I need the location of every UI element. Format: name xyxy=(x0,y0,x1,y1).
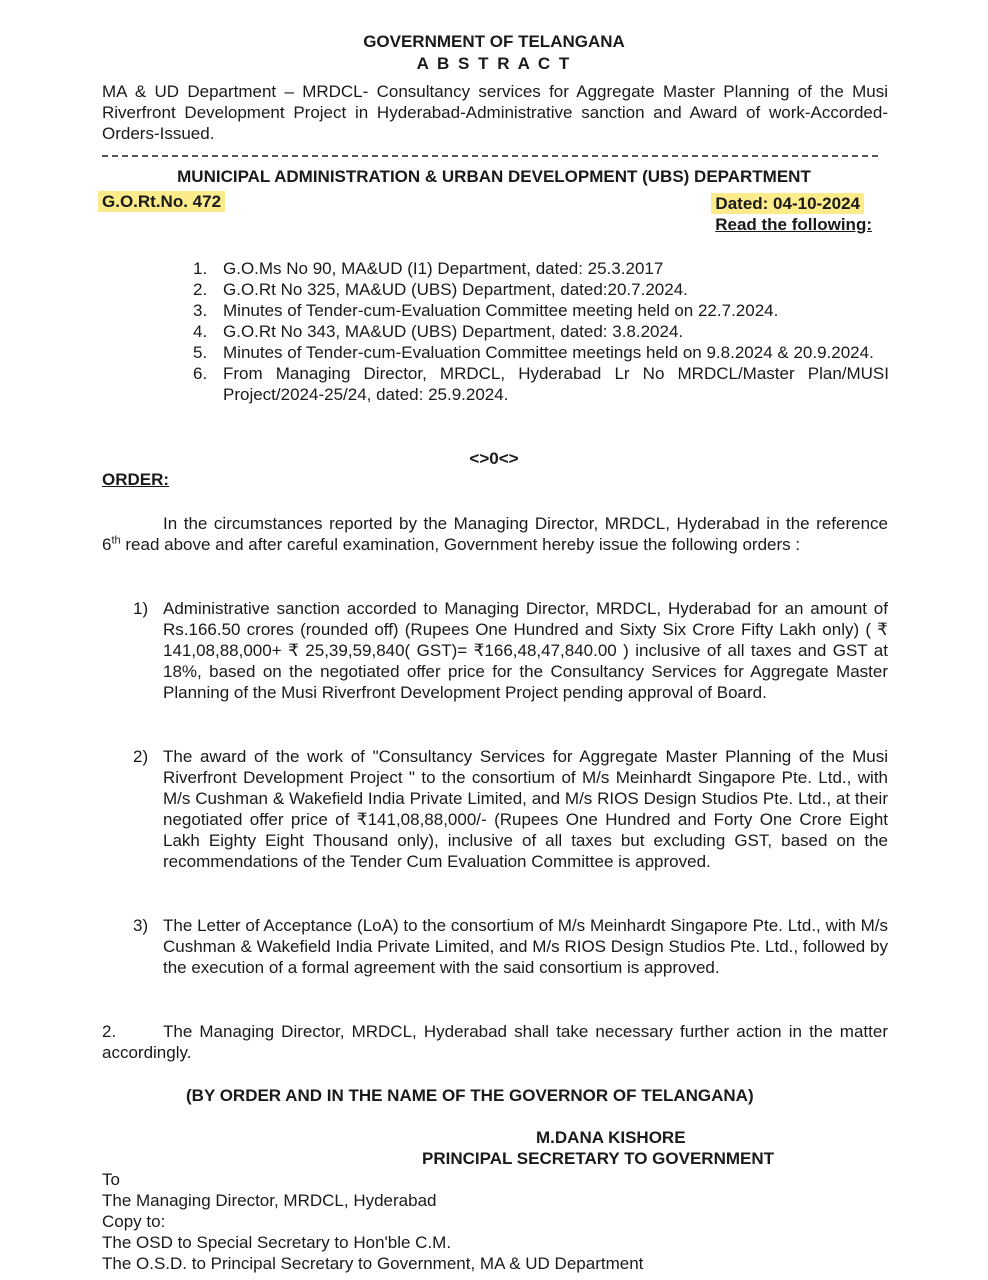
reference-item: 5. Minutes of Tender-cum-Evaluation Committee meetings held on 9.8.2024 & 20.9.2024. xyxy=(193,343,874,362)
copy-label: Copy to: xyxy=(102,1212,166,1231)
order-intro: In the circumstances reported by the Managing Director, MRDCL, Hyderabad in the reference 6th read above and after careful examination, Government hereby issue the following orders : xyxy=(102,514,888,554)
separator-mark: <>0<> xyxy=(469,449,519,468)
go-number xyxy=(98,191,225,212)
reference-item: 6. From Managing Director, MRDCL, Hyderabad Lr No MRDCL/Master Plan/MUSI Project/2024-25/24, dated: 25.9.2024. xyxy=(193,364,889,404)
to-label: To xyxy=(102,1170,120,1189)
paragraph-2: 2. The Managing Director, MRDCL, Hyderabad shall take necessary further action in the matter accordingly. xyxy=(102,1022,888,1062)
copy-recipient: The OSD to Special Secretary to Hon'ble C.M. xyxy=(102,1233,452,1252)
order-date-text: Dated: 04-10-2024 xyxy=(711,193,864,214)
department-heading: MUNICIPAL ADMINISTRATION & URBAN DEVELOPMENT (UBS) DEPARTMENT xyxy=(177,167,811,186)
reference-item: 3. Minutes of Tender-cum-Evaluation Committee meeting held on 22.7.2024. xyxy=(193,301,779,320)
abstract-heading: A B S T R A C T xyxy=(416,54,572,73)
go-number-text: G.O.Rt.No. 472 xyxy=(98,191,225,212)
government-heading: GOVERNMENT OF TELANGANA xyxy=(363,32,625,51)
reference-item: 1. G.O.Ms No 90, MA&UD (I1) Department, dated: 25.3.2017 xyxy=(193,259,664,278)
by-order-line: (BY ORDER AND IN THE NAME OF THE GOVERNOR OF TELANGANA) xyxy=(186,1086,754,1105)
references-list xyxy=(193,258,889,405)
signatory-name: M.DANA KISHORE xyxy=(536,1128,686,1147)
order-item-2: 2) The award of the work of "Consultancy Services for Aggregate Master Planning of the Musi Riverfront Development Project " to the consortium of M/s Meinhardt Singapore Pte. Ltd., with M/s Cushman & Wakefield India Private Limited, and M/s RIOS Design Studios Pte. Ltd., at their negotiated offer price of ₹141,08,88,000/- (Rupees One Hundred and Forty One Crore Eight Lakh Eighty Eight Thousand only), inclusive of all taxes but excluding GST, based on the recommendations of the Tender Cum Evaluation Committee is approved. xyxy=(133,747,888,871)
order-item-1: 1) Administrative sanction accorded to Managing Director, MRDCL, Hyderabad for an amount of Rs.166.50 crores (rounded off) (Rupees One Hundred and Sixty Six Crore Fifty Lakh only) ( ₹ 141,08,88,000+ ₹ 25,39,59,840( GST)= ₹166,48,47,840.00 ) inclusive of all taxes and GST at 18%, based on the negotiated offer price for the Consultancy Services for Aggregate Master Planning of the Musi Riverfront Development Project pending approval of Board. xyxy=(133,599,888,702)
order-item-3: 3) The Letter of Acceptance (LoA) to the consortium of M/s Meinhardt Singapore Pte. Ltd., with M/s Cushman & Wakefield India Private Limited, and M/s RIOS Design Studios Pte. Ltd., followed by the execution of a formal agreement with the said consortium is approved. xyxy=(133,916,888,977)
read-following-label: Read the following: xyxy=(715,215,872,234)
copy-recipient-cut: The O.S.D. to Principal Secretary to Government, MA & UD Department xyxy=(102,1254,644,1273)
order-heading: ORDER: xyxy=(102,470,170,489)
subject-text: MA & UD Department – MRDCL- Consultancy services for Aggregate Master Planning of the Musi Riverfront Development Project in Hyderabad-Administrative sanction and Award of work-Accorded-Orders-Issued. xyxy=(102,82,888,143)
to-recipient: The Managing Director, MRDCL, Hyderabad xyxy=(102,1191,437,1210)
reference-item: 4. G.O.Rt No 343, MA&UD (UBS) Department, dated: 3.8.2024. xyxy=(193,322,684,341)
dashed-divider xyxy=(102,155,878,157)
order-date xyxy=(711,193,864,214)
signatory-title: PRINCIPAL SECRETARY TO GOVERNMENT xyxy=(422,1149,775,1168)
reference-item: 2. G.O.Rt No 325, MA&UD (UBS) Department, dated:20.7.2024. xyxy=(193,280,688,299)
